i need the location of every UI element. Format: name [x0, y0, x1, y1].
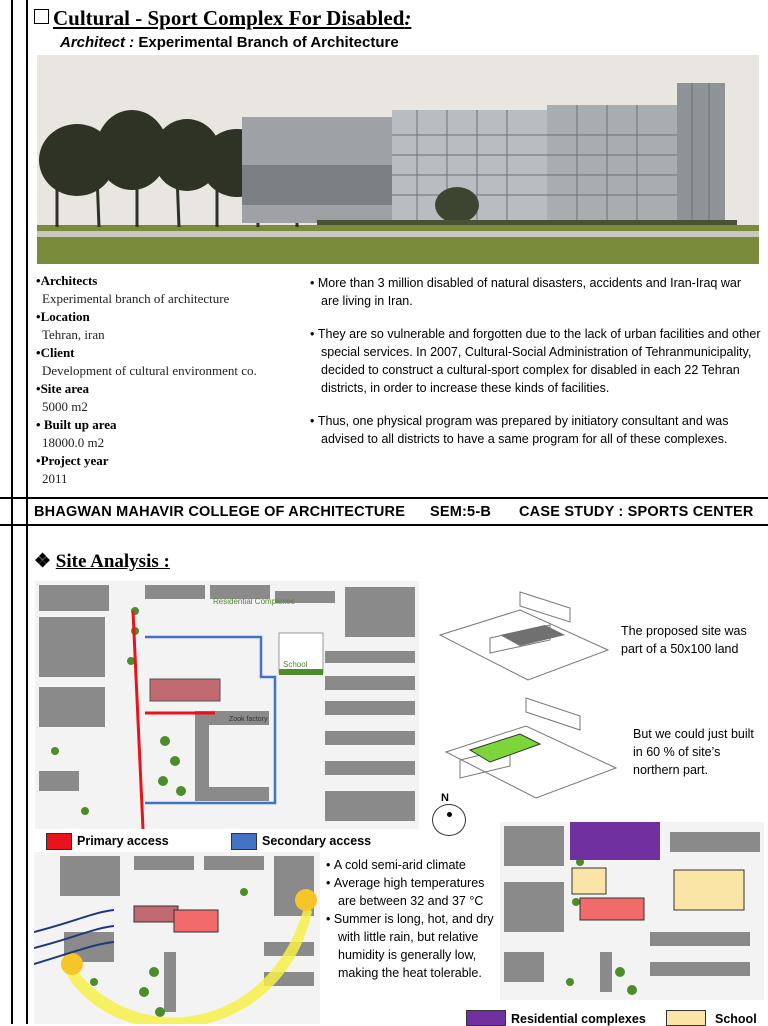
proposed-site-note: The proposed site was part of a 50x100 land — [621, 624, 747, 656]
description-paragraph: • More than 3 million disabled of natural disasters, accidents and Iran-Iraq war are living in Iran. — [310, 276, 741, 308]
left-margin-line-2 — [26, 0, 28, 1024]
north-label: N — [441, 792, 449, 804]
footer-semester: SEM:5-B — [430, 504, 492, 520]
climate-item: • Average high temperatures are between 32 and 37 °C — [326, 876, 485, 908]
site-map — [35, 581, 419, 829]
built-area-note: But we could just built in 60 % of site’s northern part. — [633, 727, 754, 777]
isometric-diagram-bottom — [440, 690, 620, 808]
info-item: •Location Tehran, iran — [36, 309, 105, 342]
climate-item: • A cold semi-arid climate — [326, 858, 466, 872]
north-compass-icon — [432, 804, 466, 836]
divider-top — [0, 497, 768, 499]
zoning-map — [500, 822, 764, 1000]
divider-bottom — [0, 524, 768, 526]
info-item: • Built up area 18000.0 m2 — [36, 417, 117, 450]
primary-access-swatch — [46, 833, 72, 850]
description-paragraph: • They are so vulnerable and forgotten due to the lack of urban facilities and other special services. In 2007, Cultural-Social Administration of Tehranmunicipality, decided to construct a cultural-sport complex for disabled in each 22 Tehran districts, in order to increase these kinds of facilities. — [310, 327, 761, 395]
left-margin-line — [11, 0, 13, 1024]
info-item: •Project year 2011 — [36, 453, 109, 486]
checkbox-bullet-icon — [34, 9, 49, 24]
info-item: •Client Development of cultural environment co. — [36, 345, 257, 378]
secondary-access-swatch — [231, 833, 257, 850]
climate-item: • Summer is long, hot, and dry with little rain, but relative humidity is generally low, making the heat tolerable. — [326, 912, 494, 980]
map-label-school: School — [283, 660, 308, 669]
map-label-residential: Residential Complexes — [213, 597, 295, 606]
site-analysis-heading: ❖ Site Analysis : — [34, 551, 170, 572]
info-item: •Architects Experimental branch of architecture — [36, 273, 230, 306]
school-label: School — [715, 1012, 757, 1026]
description-paragraph: • Thus, one physical program was prepared by initiatory consultant and was advised to all districts to have a same program for all of these complexes. — [310, 414, 729, 446]
info-item: •Site area 5000 m2 — [36, 381, 90, 414]
page-title: Cultural - Sport Complex For Disabled: — [34, 6, 411, 31]
map-label-zook: Zook factory — [229, 716, 268, 723]
isometric-diagram-top — [430, 580, 618, 688]
architect-label: Architect : — [60, 34, 135, 51]
climate-bullets — [326, 856, 498, 982]
secondary-access-label: Secondary access — [262, 834, 372, 848]
footer-case-study: CASE STUDY : SPORTS CENTER — [519, 504, 754, 520]
description-bullets — [310, 274, 762, 463]
residential-label: Residential complexes — [511, 1012, 646, 1026]
footer-college: BHAGWAN MAHAVIR COLLEGE OF ARCHITECTURE — [34, 504, 406, 520]
climate-map — [34, 852, 320, 1024]
diamond-bullet-icon: ❖ — [34, 551, 52, 572]
project-info-list — [36, 272, 306, 488]
primary-access-label: Primary access — [77, 834, 169, 848]
building-photo — [37, 55, 759, 264]
architect-value: Experimental Branch of Architecture — [134, 34, 399, 51]
architect-line — [60, 34, 399, 51]
